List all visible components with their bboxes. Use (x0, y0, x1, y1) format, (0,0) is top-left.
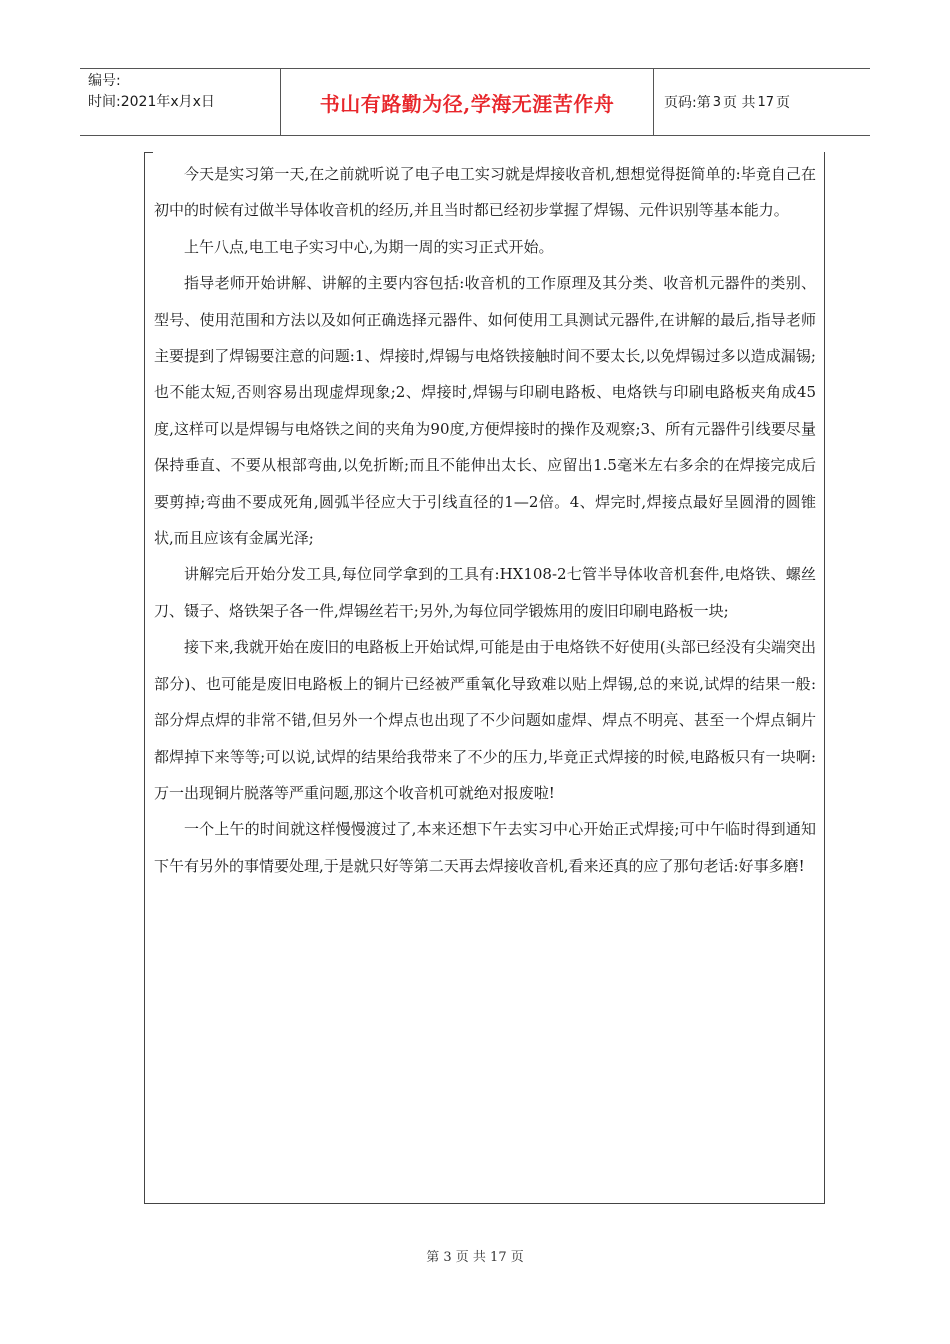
content-frame (144, 152, 825, 1204)
paragraph: 指导老师开始讲解、讲解的主要内容包括:收音机的工作原理及其分类、收音机元器件的类别、型号、使用范围和方法以及如何正确选择元器件、如何使用工具测试元器件,在讲解的最后,指导老师主要提到了焊锡要注意的问题:1、焊接时,焊锡与电烙铁接触时间不要太长,以免焊锡过多以造成漏锡;也不能太短,否则容易出现虚焊现象;2、焊接时,焊锡与印刷电路板、电烙铁与印刷电路板夹角成45度,这样可以是焊锡与电烙铁之间的夹角为90度,方便焊接时的操作及观察;3、所有元器件引线要尽量保持垂直、不要从根部弯曲,以免折断;而且不能伸出太长、应留出1.5毫米左右多余的在焊接完成后要剪掉;弯曲不要成死角,圆弧半径应大于引线直径的1—2倍。4、焊完时,焊接点最好呈圆滑的圆锥状,而且应该有金属光泽; (154, 274, 816, 548)
header-motto-cell (281, 69, 654, 135)
document-body (154, 156, 816, 884)
paragraph: 今天是实习第一天,在之前就听说了电子电工实习就是焊接收音机,想想觉得挺简单的:毕竟自己在初中的时候有过做半导体收音机的经历,并且当时都已经初步掌握了焊锡、元件识别等基本能力。 (154, 165, 816, 220)
document-header (80, 68, 870, 136)
page-total: 17 (757, 94, 774, 110)
page-current: 3 (712, 94, 721, 110)
time-label: 时间:2021年x月x日 (88, 94, 215, 110)
paragraph: 接下来,我就开始在废旧的电路板上开始试焊,可能是由于电烙铁不好使用(头部已经没有尖端突出部分)、也可能是废旧电路板上的铜片已经被严重氧化导致难以贴上焊锡,总的来说,试焊的结果一般:部分焊点焊的非常不错,但另外一个焊点也出现了不少问题如虚焊、焊点不明亮、甚至一个焊点铜片都焊掉下来等等;可以说,试焊的结果给我带来了不少的压力,毕竟正式焊接的时候,电路板只有一块啊:万一出现铜片脱落等严重问题,那这个收音机可就绝对报废啦! (154, 638, 816, 802)
page-label-mid: 页 共 (723, 95, 756, 111)
paragraph: 上午八点,电工电子实习中心,为期一周的实习正式开始。 (184, 237, 554, 256)
code-label: 编号: (88, 73, 121, 89)
page-label-suffix: 页 (776, 95, 790, 111)
page-label-prefix: 页码:第 (664, 95, 711, 111)
header-page-info (654, 69, 870, 135)
page-footer: 第 3 页 共 17 页 (426, 1250, 524, 1265)
paragraph: 讲解完后开始分发工具,每位同学拿到的工具有:HX108-2七管半导体收音机套件,电烙铁、螺丝刀、镊子、烙铁架子各一件,焊锡丝若干;另外,为每位同学锻炼用的废旧印刷电路板一块; (154, 565, 816, 620)
paragraph: 一个上午的时间就这样慢慢渡过了,本来还想下午去实习中心开始正式焊接;可中午临时得到通知下午有另外的事情要处理,于是就只好等第二天再去焊接收音机,看来还真的应了那句老话:好事多磨! (154, 820, 816, 875)
header-meta (80, 69, 281, 135)
motto-text: 书山有路勤为径,学海无涯苦作舟 (319, 91, 615, 116)
